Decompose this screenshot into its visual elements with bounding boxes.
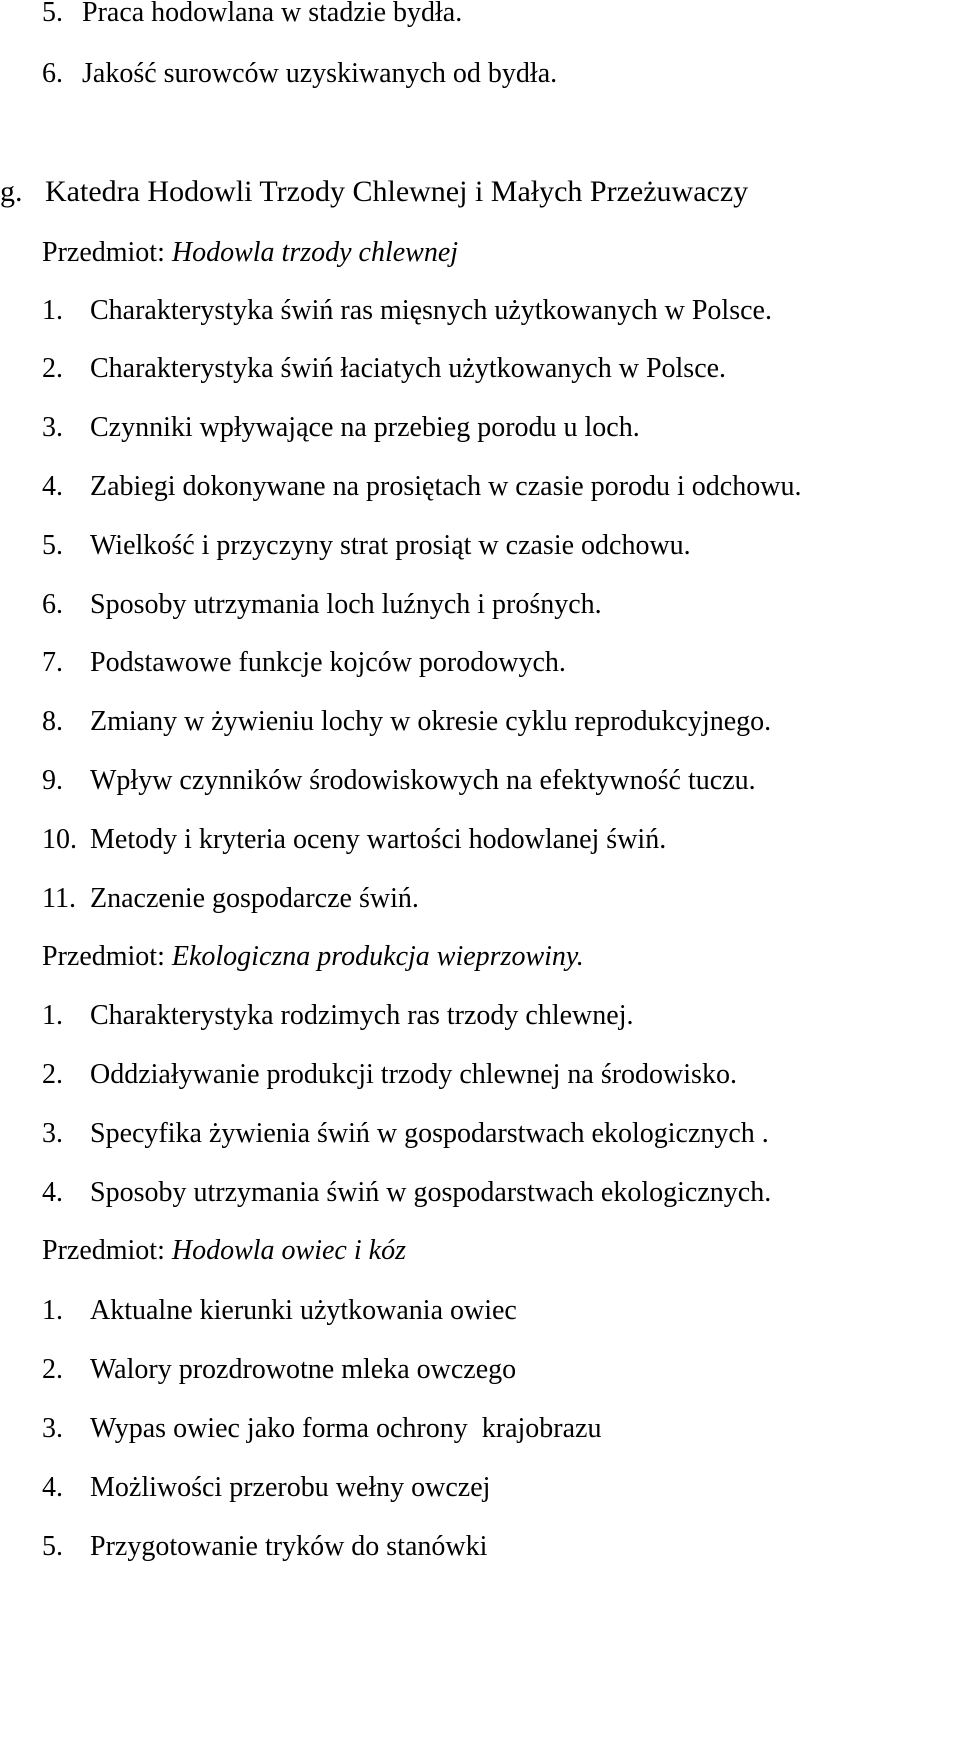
item-number: 1. [42, 1295, 63, 1326]
item-text: Sposoby utrzymania świń w gospodarstwach ekologicznych. [90, 1177, 772, 1208]
item-number: 7. [42, 647, 63, 678]
item-text: Sposoby utrzymania loch luźnych i prośnych. [90, 589, 602, 620]
item-number: 10. [42, 824, 77, 855]
item-text: Znaczenie gospodarcze świń. [90, 883, 419, 914]
item-number: 4. [42, 471, 63, 502]
item-text: Charakterystyka rodzimych ras trzody chlewnej. [90, 1000, 634, 1031]
item-text: Aktualne kierunki użytkowania owiec [90, 1295, 517, 1326]
item-number: 5. [42, 530, 63, 561]
item-text: Zmiany w żywieniu lochy w okresie cyklu reprodukcyjnego. [90, 706, 772, 737]
item-number: 3. [42, 1118, 63, 1149]
section-letter: g. [0, 175, 23, 208]
item-number: 4. [42, 1472, 63, 1503]
item-text: Praca hodowlana w stadzie bydła. [82, 0, 463, 28]
item-number: 2. [42, 1354, 63, 1385]
item-number: 6. [42, 589, 63, 620]
subject-heading [42, 236, 458, 270]
item-text: Oddziaływanie produkcji trzody chlewnej na środowisko. [90, 1059, 737, 1090]
item-number: 5. [42, 0, 63, 28]
subject-label: Przedmiot: [42, 1235, 165, 1266]
item-number: 9. [42, 765, 63, 796]
item-text: Przygotowanie tryków do stanówki [90, 1531, 488, 1562]
subject-name: Ekologiczna produkcja wieprzowiny. [171, 941, 584, 972]
item-text: Specyfika żywienia świń w gospodarstwach ekologicznych . [90, 1118, 769, 1149]
item-number: 1. [42, 295, 63, 326]
item-text: Charakterystyka świń ras mięsnych użytkowanych w Polsce. [90, 295, 772, 326]
item-number: 8. [42, 706, 63, 737]
item-number: 2. [42, 1059, 63, 1090]
item-number: 2. [42, 353, 63, 384]
subject-label: Przedmiot: [42, 237, 165, 268]
item-text: Walory prozdrowotne mleka owczego [90, 1354, 517, 1385]
item-text: Zabiegi dokonywane na prosiętach w czasie porodu i odchowu. [90, 471, 802, 502]
subject-heading [42, 1234, 406, 1268]
item-number: 1. [42, 1000, 63, 1031]
item-text: Czynniki wpływające na przebieg porodu u loch. [90, 412, 640, 443]
subject-name: Hodowla owiec i kóz [171, 1235, 406, 1266]
item-number: 3. [42, 1413, 63, 1444]
item-text: Metody i kryteria oceny wartości hodowlanej świń. [90, 824, 667, 855]
item-text: Wypas owiec jako forma ochrony krajobrazu [90, 1413, 602, 1444]
item-number: 3. [42, 412, 63, 443]
item-text: Wielkość i przyczyny strat prosiąt w czasie odchowu. [90, 530, 691, 561]
subject-label: Przedmiot: [42, 941, 165, 972]
item-number: 4. [42, 1177, 63, 1208]
item-text: Podstawowe funkcje kojców porodowych. [90, 647, 566, 678]
item-text: Jakość surowców uzyskiwanych od bydła. [82, 58, 558, 89]
item-number: 5. [42, 1531, 63, 1562]
item-text: Charakterystyka świń łaciatych użytkowanych w Polsce. [90, 353, 727, 384]
subject-name: Hodowla trzody chlewnej [171, 237, 459, 268]
item-number: 11. [42, 883, 76, 914]
item-text: Możliwości przerobu wełny owczej [90, 1472, 491, 1503]
item-number: 6. [42, 58, 63, 89]
item-text: Wpływ czynników środowiskowych na efektywność tuczu. [90, 765, 756, 796]
section-title: Katedra Hodowli Trzody Chlewnej i Małych Przeżuwaczy [45, 175, 749, 208]
subject-heading [42, 940, 584, 974]
